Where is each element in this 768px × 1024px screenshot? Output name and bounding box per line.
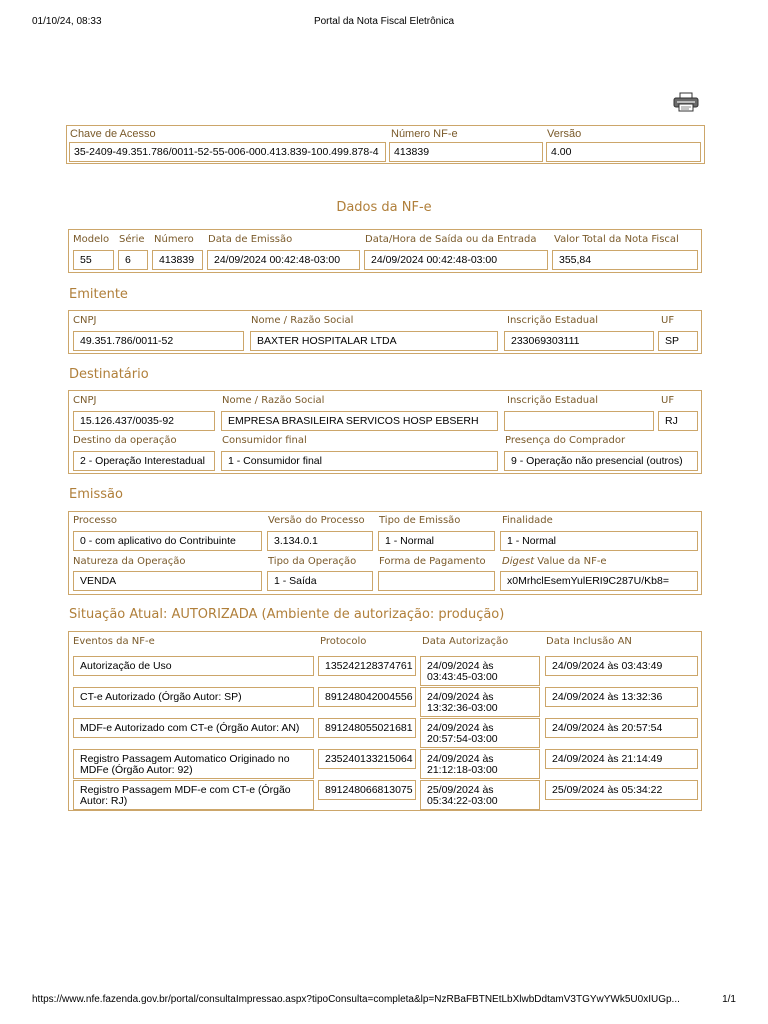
dest-uf-value: RJ [658, 411, 698, 431]
situacao-title: Situação Atual: AUTORIZADA (Ambiente de autorização: produção) [69, 607, 505, 622]
tipo-operacao-value: 1 - Saída [267, 571, 373, 591]
dados-title: Dados da NF-e [336, 200, 432, 215]
col-eventos-label: Eventos da NF-e [73, 636, 155, 647]
event-data-autorizacao: 24/09/2024 às 21:12:18-03:00 [420, 749, 540, 779]
total-label: Valor Total da Nota Fiscal [554, 234, 679, 245]
tipo-operacao-label: Tipo da Operação [268, 556, 357, 567]
dest-destino-value: 2 - Operação Interestadual [73, 451, 215, 471]
col-data-aut-label: Data Autorização [422, 636, 509, 647]
print-header [32, 16, 736, 30]
print-title: Portal da Nota Fiscal Eletrônica [313, 16, 455, 27]
digest-label-rest: Value da NF-e [534, 556, 607, 567]
event-protocol: 235240133215064 [318, 749, 416, 769]
col-protocolo-label: Protocolo [320, 636, 367, 647]
tipo-emissao-label: Tipo de Emissão [379, 515, 461, 526]
destinatario-title: Destinatário [69, 367, 149, 382]
emitente-nome-value: BAXTER HOSPITALAR LTDA [250, 331, 498, 351]
digest-value: x0MrhclEsemYulERI9C287U/Kb8= [500, 571, 698, 591]
versao-processo-value: 3.134.0.1 [267, 531, 373, 551]
digest-label-em: Digest [502, 556, 535, 567]
event-protocol: 891248042004556 [318, 687, 416, 707]
serie-label: Série [119, 234, 145, 245]
dest-presenca-label: Presença do Comprador [505, 435, 626, 446]
nfe-number-value: 413839 [389, 142, 543, 162]
event-name: Autorização de Uso [73, 656, 314, 676]
emitente-uf-label: UF [661, 315, 675, 326]
emitente-cnpj-label: CNPJ [73, 315, 97, 326]
event-protocol: 135242128374761 [318, 656, 416, 676]
event-data-inclusao: 24/09/2024 às 20:57:54 [545, 718, 698, 738]
emissao-date-label: Data de Emissão [208, 234, 293, 245]
nfe-number-label: Número NF-e [391, 128, 458, 140]
version-label: Versão [547, 128, 582, 140]
event-protocol: 891248055021681 [318, 718, 416, 738]
dest-uf-label: UF [661, 395, 675, 406]
emitente-uf-value: SP [658, 331, 698, 351]
numero-label: Número [154, 234, 194, 245]
dest-presenca-value: 9 - Operação não presencial (outros) [504, 451, 698, 471]
versao-processo-label: Versão do Processo [268, 515, 365, 526]
event-data-inclusao: 25/09/2024 às 05:34:22 [545, 780, 698, 800]
access-key-label: Chave de Acesso [70, 128, 156, 140]
event-data-autorizacao: 24/09/2024 às 03:43:45-03:00 [420, 656, 540, 686]
event-data-autorizacao: 24/09/2024 às 20:57:54-03:00 [420, 718, 540, 748]
saida-date-value: 24/09/2024 00:42:48-03:00 [364, 250, 548, 270]
dest-nome-label: Nome / Razão Social [222, 395, 325, 406]
emitente-nome-label: Nome / Razão Social [251, 315, 354, 326]
modelo-value: 55 [73, 250, 114, 270]
serie-value: 6 [118, 250, 148, 270]
saida-date-label: Data/Hora de Saída ou da Entrada [365, 234, 537, 245]
event-data-inclusao: 24/09/2024 às 21:14:49 [545, 749, 698, 769]
dest-cnpj-label: CNPJ [73, 395, 97, 406]
emissao-date-value: 24/09/2024 00:42:48-03:00 [207, 250, 360, 270]
dest-consumidor-value: 1 - Consumidor final [221, 451, 498, 471]
event-data-autorizacao: 24/09/2024 às 13:32:36-03:00 [420, 687, 540, 717]
emissao-title: Emissão [69, 487, 123, 502]
total-value: 355,84 [552, 250, 698, 270]
numero-value: 413839 [152, 250, 203, 270]
finalidade-label: Finalidade [502, 515, 553, 526]
print-datetime: 01/10/24, 08:33 [32, 16, 102, 27]
modelo-label: Modelo [73, 234, 110, 245]
emitente-ie-label: Inscrição Estadual [507, 315, 598, 326]
processo-label: Processo [73, 515, 118, 526]
dest-cnpj-value: 15.126.437/0035-92 [73, 411, 215, 431]
printer-icon[interactable] [672, 92, 700, 112]
print-url[interactable]: https://www.nfe.fazenda.gov.br/portal/consultaImpressao.aspx?tipoConsulta=completa&lp=NzRBaFBTNEtLbXlwbDdtamV3TGYwYWk5U0xIUGp... [32, 994, 680, 1005]
emitente-cnpj-value: 49.351.786/0011-52 [73, 331, 244, 351]
forma-pagamento-label: Forma de Pagamento [379, 556, 486, 567]
forma-pagamento-value [378, 571, 495, 591]
event-protocol: 891248066813075 [318, 780, 416, 800]
natureza-value: VENDA [73, 571, 262, 591]
dest-nome-value: EMPRESA BRASILEIRA SERVICOS HOSP EBSERH [221, 411, 498, 431]
event-name: Registro Passagem MDF-e com CT-e (Órgão Autor: RJ) [73, 780, 314, 810]
event-name: Registro Passagem Automatico Originado no MDFe (Órgão Autor: 92) [73, 749, 314, 779]
print-page-number: 1/1 [722, 994, 736, 1005]
event-data-autorizacao: 25/09/2024 às 05:34:22-03:00 [420, 780, 540, 810]
col-data-inc-label: Data Inclusão AN [546, 636, 632, 647]
access-key-value: 35-2409-49.351.786/0011-52-55-006-000.413.839-100.499.878-4 [69, 142, 386, 162]
event-data-inclusao: 24/09/2024 às 03:43:49 [545, 656, 698, 676]
dest-ie-label: Inscrição Estadual [507, 395, 598, 406]
finalidade-value: 1 - Normal [500, 531, 698, 551]
event-data-inclusao: 24/09/2024 às 13:32:36 [545, 687, 698, 707]
print-footer [32, 994, 736, 1008]
dest-destino-label: Destino da operação [73, 435, 177, 446]
dest-ie-value [504, 411, 654, 431]
dest-consumidor-label: Consumidor final [222, 435, 307, 446]
natureza-label: Natureza da Operação [73, 556, 186, 567]
version-value: 4.00 [546, 142, 701, 162]
processo-value: 0 - com aplicativo do Contribuinte [73, 531, 262, 551]
event-name: CT-e Autorizado (Órgão Autor: SP) [73, 687, 314, 707]
digest-label [502, 556, 607, 567]
emitente-title: Emitente [69, 287, 128, 302]
tipo-emissao-value: 1 - Normal [378, 531, 495, 551]
event-name: MDF-e Autorizado com CT-e (Órgão Autor: AN) [73, 718, 314, 738]
emitente-ie-value: 233069303111 [504, 331, 654, 351]
